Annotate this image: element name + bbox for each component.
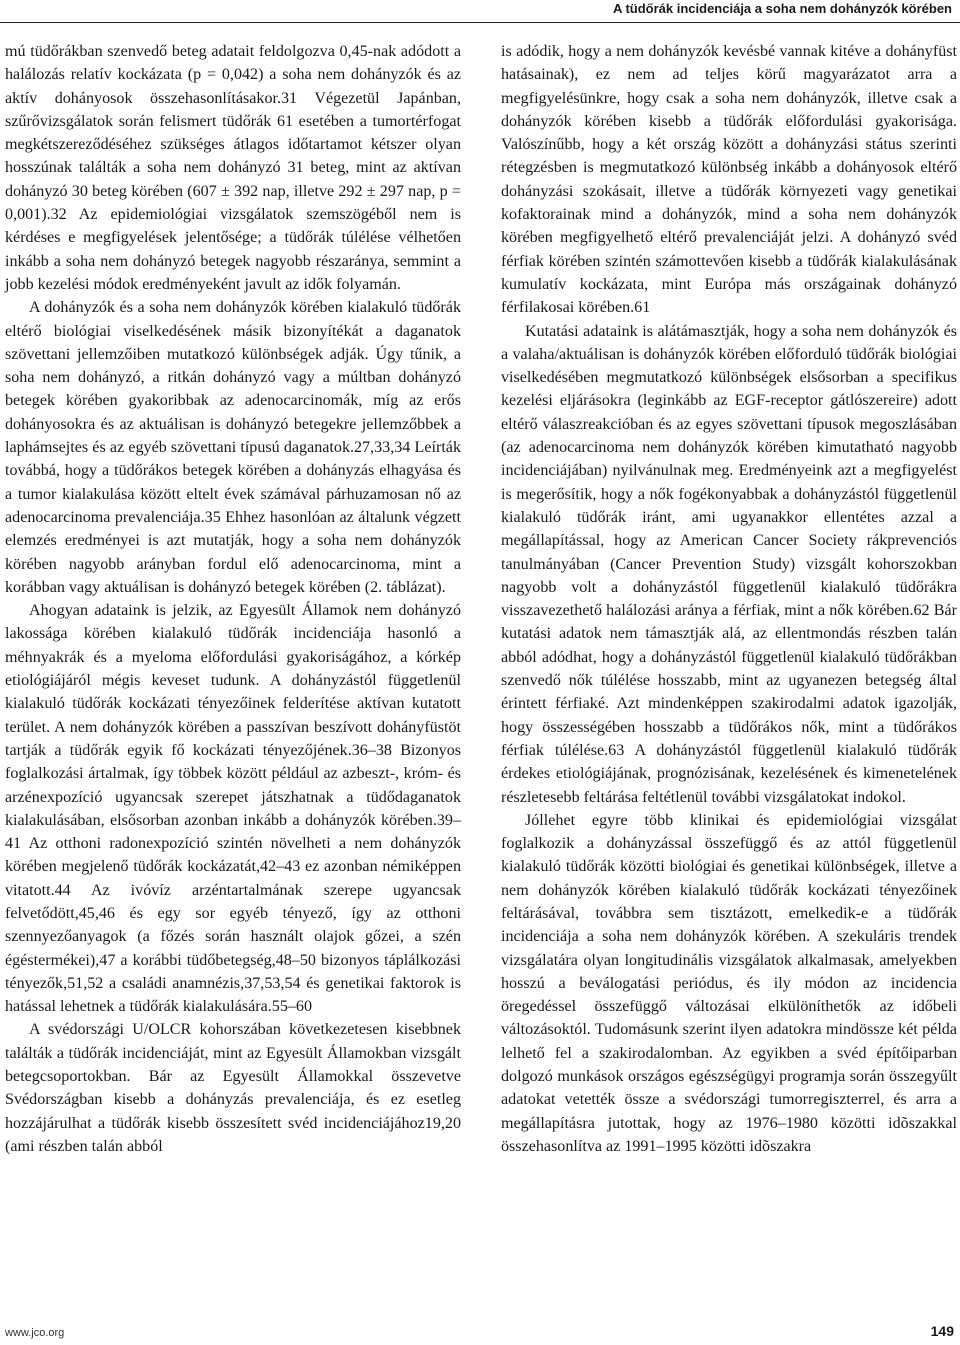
paragraph: Ahogyan adataink is jelzik, az Egyesült Államok nem dohányzó lakossága körében kialakuló tüdőrák incidenciája hasonló a méhnyakrák és a myeloma előfordulási gyakoriságához, a kórkép etiológiájáról mégis keveset tudunk. A dohányzástól függetlenül kialakuló tüdőrák kockázati tényezőinek felderítése aktívan kutatott terület. A nem dohányzók körében a passzívan beszívott dohányfüstöt tartják a tüdőrák egyik fő kockázati tényezőjének.36–38 Bizonyos foglalkozási ártalmak, így többek között például az azbeszt-, króm- és arzénexpozíció ugyancsak szerepet játszhatnak a tüdődaganatok kialakulásában, elsősorban azonban inkább a dohányzók körében.39–41 Az otthoni radonexpozíció szintén növelheti a nem dohányzók körében megjelenő tüdőrák kockázatát,42–43 ez azonban némiképpen vitatott.44 Az ivóvíz arzéntartalmának szerepe ugyancsak felvetődött,45,46 és egy sor egyéb tényező, így az otthoni szennyezőanyagok (a főzés során használt olajok gőzei, a szén égéstermékei),47 a korábbi tüdőbetegség,48–50 bizonyos táplálkozási tényezők,51,52 a családi anamnézis,37,53,54 és genetikai faktorok is hatással lehetnek a tüdőrák kialakulására.55–60 [5,602,461,1016]
paragraph: Jóllehet egyre több klinikai és epidemiológiai vizsgálat foglalkozik a dohányzással összefüggő és az attól függetlenül kialakuló tüdőrák közötti biológiai és genetikai különbségek, illetve a nem dohányzók körében kialakuló tüdőrák kockázati tényezőinek feltárásával, továbbra sem tisztázott, emelkedik-e a tüdőrák incidenciája a soha nem dohányzók körében. A szekuláris trendek vizsgálatára olyan longitudinális vizsgálatok alkalmasak, amelyekben hosszú a beválogatási periódus, és ily módon az incidencia öregedéssel összefüggő változásai elkülöníthetők az időbeli változásoktól. Tudomásunk szerint ilyen adatokra mindössze két példa lelhető fel a szakirodalomban. Az egyikben a svéd építőiparban dolgozó munkások országos egészségügyi programja során összegyűlt adatokat vetették össze a svédországi tumorregiszterrel, és arra a megállapításra jutottak, hogy az 1976–1980 közötti idõszakkal összehasonlítva az 1991–1995 közötti idõszakra [501,811,957,1155]
paragraph: Kutatási adataink is alátámasztják, hogy a soha nem dohányzók és a valaha/aktuálisan is dohányzók körében előforduló tüdőrák biológiai viselkedésében megmutatkozó különbségek elsősorban a specifikus kezelési eljárásokra (leginkább az EGF-receptor gátlószereire) adott eltérő válaszreakcióban és az egyes szövettani típusok megoszlásában (az adenocarcinoma nem dohányzók körében kimutatható nagyobb incidenciájában) nyilvánulnak meg. Eredményeink azt a megfigyelést is megerősítik, hogy a nők fogékonyabbak a dohányzástól függetlenül kialakuló tüdőrák iránt, ami ugyanakkor ellentétes azzal a megállapítással, hogy az American Cancer Society rákprevenciós tanulmányában (Cancer Prevention Study) vizsgált kohorszokban nagyobb volt a dohányzástól függetlenül kialakuló tüdőrákra visszavezethető halálozási aránya a férfiak, mint a nők körében.62 Bár kutatási adatok nem támasztják alá, az ellentmondás részben talán abból adódhat, hogy a dohányzástól függetlenül kialakuló tüdőrákban szenvedő nők túlélése hosszabb, mint az ugyanezen betegség által érintett férfiaké. Azt mindenképpen szakirodalmi adatok igazolják, hogy összességében hosszabb a tüdőrákos nők, mint a tüdőrákos férfiak túlélése.63 A dohányzástól függetlenül kialakuló tüdőrák érdekes etiológiájának, prognózisának, kezelésének és kimenetelének részletesebb feltárása feltétlenül további vizsgálatokat indokol. [501,322,957,806]
paragraph: A svédországi U/OLCR kohorszában következetesen kisebbnek találták a tüdőrák incidenciáját, mint az Egyesült Államokban vizsgált betegcsoportokban. Bár az Egyesült Államokkal összevetve Svédországban kisebb a dohányzás prevalenciája, és ez esetleg hozzájárulhat a tüdőrák kisebb összesített svéd incidenciájához19,20 (ami részben talán abból [5,1021,461,1155]
left-column [5,40,461,1158]
running-title: A tüdőrák incidenciája a soha nem dohányzók körében [612,1,952,16]
right-column [501,40,957,1158]
paragraph: is adódik, hogy a nem dohányzók kevésbé vannak kitéve a dohányfüst hatásainak), ez nem ad teljes körű magyarázatot arra a megfigyelésünkre, hogy csak a soha nem dohányzók, illetve csak a dohányzók körében kisebb a tüdőrák előfordulási gyakorisága. Valószínűbb, hogy a két ország között a dohányzási státus szerinti rétegzésben is megmutatkozó különbség inkább a dohányosok eltérő dohányzási szokásait, illetve a tüdőrák környezeti vagy genetikai kofaktorainak mind a dohányzók, mind a soha nem dohányzók körében megfigyelhető eltérő prevalenciáját jelzi. A dohányzó svéd férfiak körében szintén számottevően kisebb a tüdőrák kialakulásának kumulatív kockázata, mint Európa más országainak dohányzó férfilakosai körében.61 [501,43,957,317]
page-number: 149 [930,1323,954,1339]
running-header [0,0,960,23]
journal-url[interactable]: www.jco.org [5,1327,65,1339]
paragraph: A dohányzók és a soha nem dohányzók körében kialakuló tüdőrák eltérő biológiai viselkedésének másik bizonyítékát a daganatok szövettani jellemzőiben mutatkozó különbségek adják. Úgy tűnik, a soha nem dohányzó, a ritkán dohányzó vagy a múltban dohányzó betegek körében gyakoribbak az adenocarcinomák, míg az erős dohányosokra és az aktuálisan is dohányzó betegekre jellemzőbbek a laphámsejtes és az egyéb szövettani típusú daganatok.27,33,34 Leírták továbbá, hogy a tüdőrákos betegek körében a dohányzás elhagyása és a tumor kialakulása között eltelt évek számával párhuzamosan nő az adenocarcinoma prevalenciája.35 Ehhez hasonlóan az általunk végzett elemzés eredményei is azt mutatják, hogy a soha nem dohányzók körében nagyobb arányban fordul elő adenocarcinoma, mint a korábban vagy aktuálisan is dohányzó betegek körében (2. táblázat). [5,299,461,596]
paragraph: mú tüdőrákban szenvedő beteg adatait feldolgozva 0,45-nak adódott a halálozás relatív kockázata (p = 0,042) a soha nem dohányzók és az aktív dohányosok összehasonlításakor.31 Végezetül Japánban, szűrővizsgálatok során felismert tüdőrák 61 esetében a tumortérfogat megkétszereződéséhez szükséges átlagos időtartamot kétszer olyan hosszúnak találták a soha nem dohányzó 31 beteg, mint az aktívan dohányzó 30 beteg körében (607 ± 392 nap, illetve 292 ± 297 nap, p = 0,001).32 Az epidemiológiai vizsgálatok szemszögéből nem is kérdéses e megfigyelések jelentősége; a tüdőrák túlélése vélhetően inkább a soha nem dohányzó betegek nagyobb részaránya, semmint a jobb kezelési módok eredményeként javult az idők folyamán. [5,43,461,293]
